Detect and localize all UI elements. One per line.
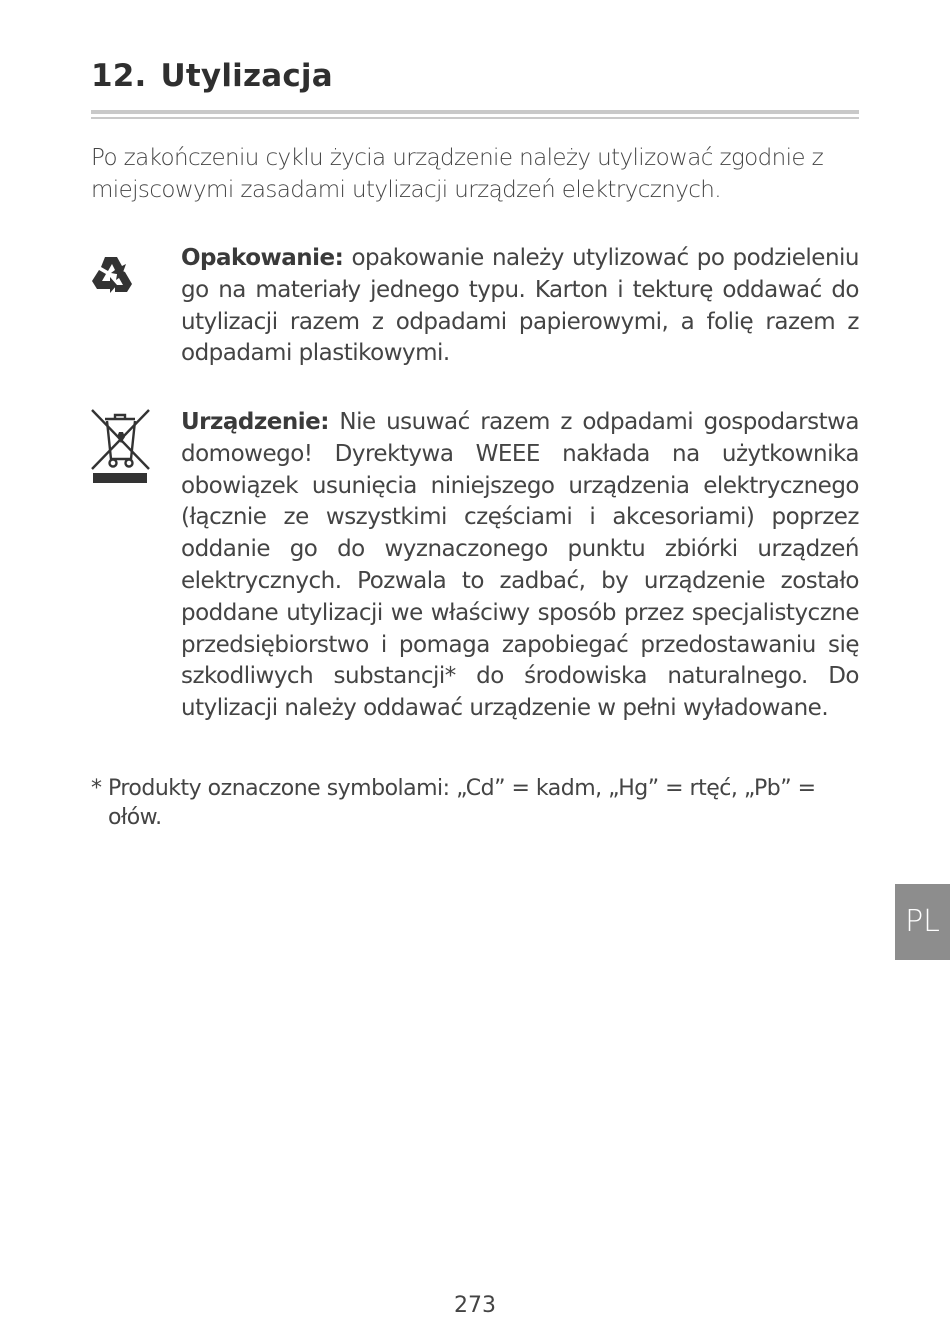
packaging-label: Opakowanie: (181, 245, 344, 271)
packaging-text: opakowanie należy utylizować po podzieleniu go na materiały jednego typu. Karton i tekturę oddawać do utylizacji razem z odpadami papierowymi, a folię razem z odpadami plastikowymi. (181, 245, 860, 367)
section-number: 12. (91, 58, 147, 94)
weee-crossed-bin-icon (89, 407, 151, 485)
language-tab: PL (895, 884, 950, 960)
intro-paragraph: Po zakończeniu cyklu życia urządzenie należy utylizować zgodnie z miejscowymi zasadami utylizacji urządzeń elektrycznych. (91, 145, 824, 203)
page-title (91, 58, 333, 94)
title-divider-thick (91, 110, 859, 114)
page-number: 273 (454, 1293, 496, 1318)
device-label: Urządzenie: (181, 409, 329, 435)
section-title: Utylizacja (160, 58, 333, 94)
device-paragraph (181, 407, 859, 725)
recycle-icon (88, 251, 136, 299)
title-divider-thin (91, 117, 859, 119)
footnote: * Produkty oznaczone symbolami: „Cd” = kadm, „Hg” = rtęć, „Pb” = ołów. (91, 776, 816, 830)
packaging-paragraph (181, 243, 859, 370)
device-text: Nie usuwać razem z odpadami gospodarstwa domowego! Dyrektywa WEEE nakłada na użytkownika obowiązek usunięcia niniejszego urządzenia elektrycznego (łącznie ze wszystkimi częściami i akcesoriami) poprzez oddanie go do wyznaczonego punktu zbiórki urządzeń elektrycznych. Pozwala to zadbać, by urządzenie zostało poddane utylizacji we właściwy sposób przez specjalistyczne przedsiębiorstwo i pomaga zapobiegać przedostawaniu się szkodliwych substancji* do środowiska naturalnego. Do utylizacji należy oddawać urządzenie w pełni wyładowane. (181, 409, 860, 722)
